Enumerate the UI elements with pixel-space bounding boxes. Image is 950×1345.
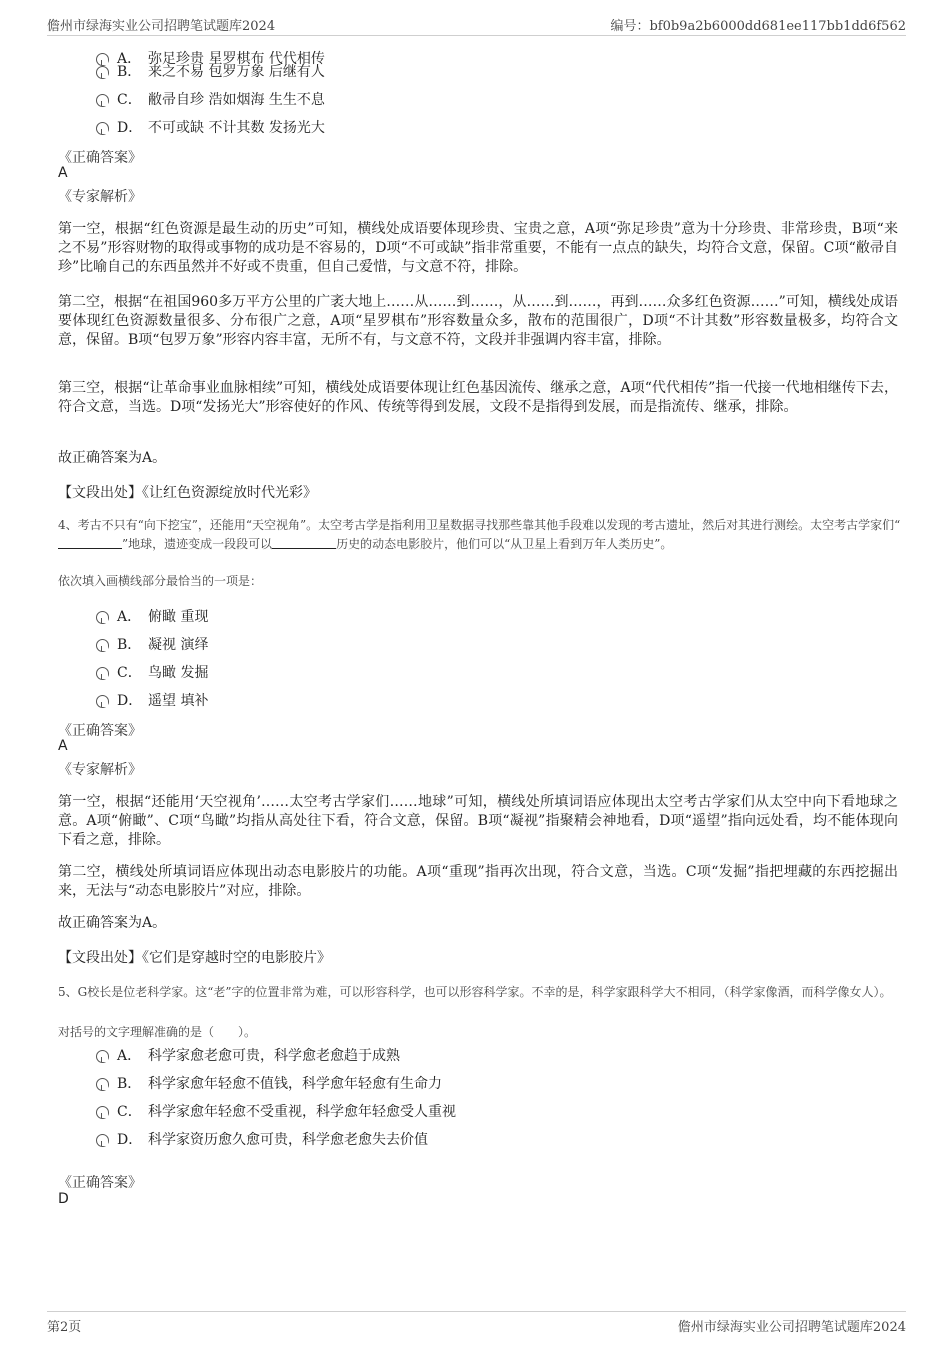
q5-correct-label: 《正确答案》 [58,1175,142,1191]
q3-analysis-para-1: 第一空，根据“红色资源是最生动的历史”可知，横线处成语要体现珍贵、宝贵之意，A项“弥足珍贵”意为十分珍贵、非常珍贵，B项“来之不易”形容财物的取得或事物的成功是不容易的，D项“不可或缺”指非常重要，不能有一点点的缺失，均符合文意，保留。C项“敝帚自珍”比喻自己的东西虽然并不好或不贵重，但自己爱惜，与文意不符，排除。 [58,221,898,275]
header-title: 儋州市绿海实业公司招聘笔试题库2024 [47,19,276,34]
q4-answer: A [58,738,68,754]
q5-answer: D [58,1191,69,1207]
q4-source: 【文段出处】《它们是穿越时空的电影胶片》 [58,950,331,966]
q3-analysis-label: 《专家解析》 [58,189,142,205]
radio-icon[interactable] [96,66,109,79]
q4-stem: 4、考古不只有“向下挖宝”，还能用“天空视角”。太空考古学是指利用卫星数据寻找那些靠其他手段难以发现的考古遗址，然后对其进行测绘。太空考古学家们“”地球，遗迹变成一段段可以 历史的动态电影胶片，他们可以“从卫星上看到万年人类历史”。 [58,518,901,551]
radio-icon[interactable] [96,1134,109,1147]
fill-blank[interactable] [272,537,336,549]
radio-icon[interactable] [96,1078,109,1091]
radio-icon[interactable] [96,1106,109,1119]
radio-icon[interactable] [96,1050,109,1063]
radio-icon[interactable] [96,639,109,652]
fill-blank[interactable] [58,537,122,549]
q3-conclusion: 故正确答案为A。 [58,450,167,466]
q5-stem: 5、G校长是位老科学家。这“老”字的位置非常为难，可以形容科学，也可以形容科学家。不幸的是，科学家跟科学大不相同，（科学家像酒，而科学像女人）。 [58,985,892,999]
q4-correct-label: 《正确答案》 [58,723,142,739]
radio-icon[interactable] [96,94,109,107]
q3-source: 【文段出处】《让红色资源绽放时代光彩》 [58,485,317,501]
q5-prompt: 对括号的文字理解准确的是（ ）。 [58,1025,257,1039]
q4-analysis-para-1: 第一空，根据“还能用‘天空视角’……太空考古学家们……地球”可知，横线处所填词语应体现出太空考古学家们从太空中向下看地球之意。A项“俯瞰”、C项“鸟瞰”均指从高处往下看，符合文意，保留。B项“凝视”指聚精会神地看，D项“遥望”指向远处看，均不能体现向下看之意，排除。 [58,794,898,848]
footer-title: 儋州市绿海实业公司招聘笔试题库2024 [677,1320,906,1335]
q4-prompt: 依次填入画横线部分最恰当的一项是： [58,574,263,588]
q4-conclusion: 故正确答案为A。 [58,915,167,931]
radio-icon[interactable] [96,667,109,680]
q4-analysis-label: 《专家解析》 [58,762,142,778]
q3-analysis-para-2: 第二空，根据“在祖国960多万平方公里的广袤大地上……从……到……，从……到……，再到……众多红色资源……”可知，横线处成语要体现红色资源数量很多、分布很广之意，A项“星罗棋布”形容数量众多，散布的范围很广，D项“不计其数”形容数量极多，均符合文意，保留。B项“包罗万象”形容内容丰富，无所不有，与文意不符，文段并非强调内容丰富，排除。 [58,294,898,348]
q3-analysis-para-3: 第三空，根据“让革命事业血脉相续”可知，横线处成语要体现让红色基因流传、继承之意，A项“代代相传”指一代接一代地相继传下去，符合文意，当选。D项“发扬光大”形容使好的作风、传统等得到发展，文段不是指得到发展，而是指流传、继承，排除。 [58,380,898,415]
q3-answer: A [58,165,68,181]
q3-correct-label: 《正确答案》 [58,150,142,166]
radio-icon[interactable] [96,611,109,624]
radio-icon[interactable] [96,53,109,66]
page-number: 第2页 [47,1320,82,1335]
header-serial: 编号：bf0b9a2b6000dd681ee117bb1dd6f562 [610,19,906,34]
radio-icon[interactable] [96,695,109,708]
page-footer [47,1311,906,1339]
radio-icon[interactable] [96,122,109,135]
page-header [47,12,906,36]
q4-analysis-para-2: 第二空，横线处所填词语应体现出动态电影胶片的功能。A项“重现”指再次出现，符合文意，当选。C项“发掘”指把埋藏的东西挖掘出来，无法与“动态电影胶片”对应，排除。 [58,864,898,899]
